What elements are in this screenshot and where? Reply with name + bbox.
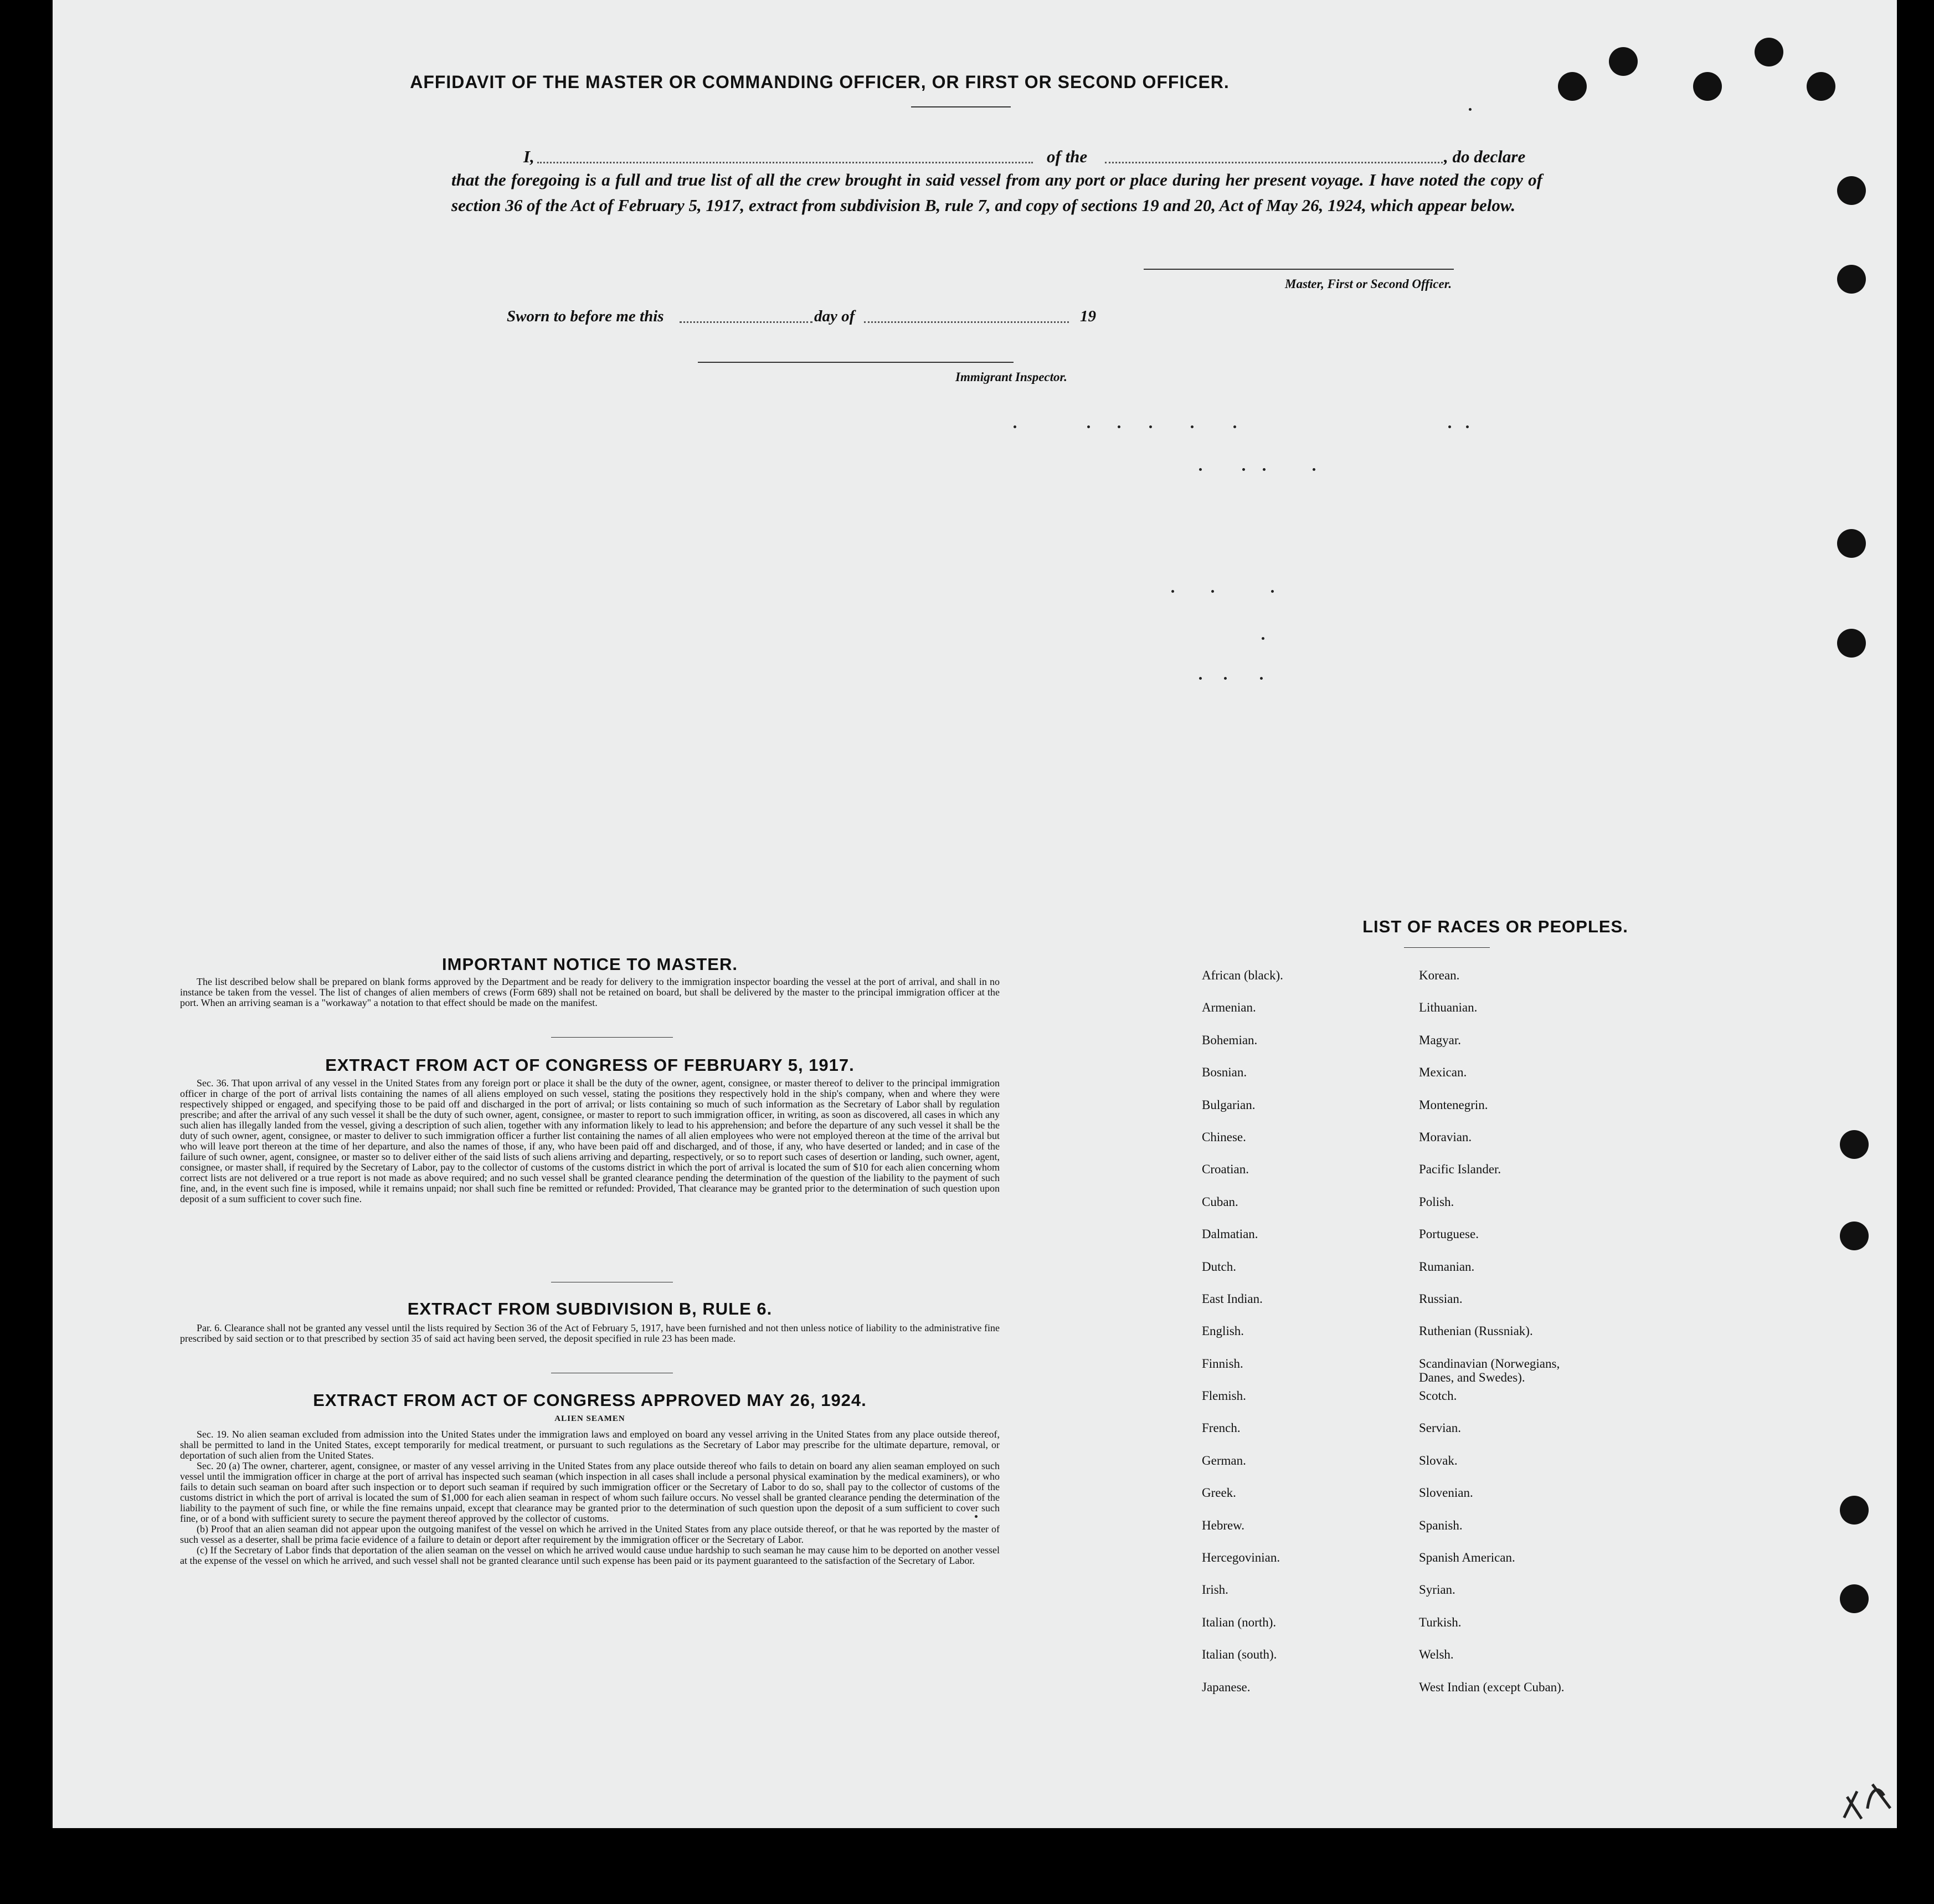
extract-1924-body <box>180 1429 1000 1566</box>
race-left: Irish. <box>1202 1583 1228 1597</box>
race-right: Turkish. <box>1419 1615 1462 1629</box>
race-right: Polish. <box>1419 1194 1454 1209</box>
extract-1924-paragraph: (b) Proof that an alien seaman did not appear upon the outgoing manifest of the vessel on which he arrived in the United States from any place outside thereof, or that he was reported by the master of such vessel as a deserter, shall be prima facie evidence of a failure to detain or deport after requirement by the immigration officer or the Secretary of Labor. <box>180 1523 1000 1545</box>
race-right: Servian. <box>1419 1421 1462 1435</box>
race-left: East Indian. <box>1202 1291 1263 1306</box>
race-right: Slovak. <box>1419 1453 1458 1467</box>
sworn-start: Sworn to before me this <box>507 307 664 325</box>
notice-paragraph: The list described below shall be prepared on blank forms approved by the Department and be ready for delivery to the immigration inspector boarding the vessel at the port of arrival, and shall in no instance be taken from the vessel. The list of changes of alien members of crews (Form 689) shall not be retained on board, but shall be delivered by the master to the principal immigration officer at the port. When an arriving seaman is a "workaway" a notation to that effect should be made on the manifest. <box>180 976 1000 1008</box>
race-left: Italian (north). <box>1202 1615 1277 1629</box>
race-left: Croatian. <box>1202 1162 1249 1177</box>
punch-hole <box>1837 265 1866 294</box>
handwritten-mark <box>1830 1771 1897 1828</box>
race-row <box>1202 1000 1756 1033</box>
punch-hole <box>1837 529 1866 558</box>
affidavit-line1-mid: of the <box>1047 147 1088 166</box>
races-list <box>1202 968 1756 1712</box>
race-right: Scandinavian (Norwegians, Danes, and Swedes). <box>1419 1356 1560 1384</box>
race-row <box>1202 1324 1756 1356</box>
race-row <box>1202 1551 1756 1583</box>
punch-hole <box>1837 629 1866 658</box>
race-left: German. <box>1202 1453 1246 1467</box>
speck <box>1199 468 1202 471</box>
day-blank <box>680 321 812 323</box>
speck <box>1271 590 1274 593</box>
race-left: English. <box>1202 1324 1244 1338</box>
race-left: Armenian. <box>1202 1000 1256 1015</box>
race-left: Hercegovinian. <box>1202 1551 1280 1565</box>
race-row <box>1202 968 1756 1000</box>
race-right: Scotch. <box>1419 1389 1457 1403</box>
speck <box>1466 425 1469 428</box>
race-right: Slovenian. <box>1419 1486 1473 1500</box>
race-left: Cuban. <box>1202 1194 1238 1209</box>
speck <box>1224 677 1227 680</box>
punch-hole <box>1840 1584 1869 1613</box>
speck <box>1242 468 1245 471</box>
extract-1924-paragraph: Sec. 20 (a) The owner, charterer, agent, consignee, or master of any vessel arriving in the United States from any place outside thereof who fails to detain on board any alien seaman employed on such vessel until the immigration officer in charge at the port of arrival has inspected such seaman (which inspection in all cases shall include a personal physical examination by the medical examiners), or who fails to detain such seaman on board after such inspection or to deport such seaman if required by such immigration officer or the Secretary of Labor to do so, shall pay to the collector of customs of the customs district in which the port of arrival is located the sum of $1,000 for each alien seaman in respect of whom such failure occurs. No vessel shall be granted clearance pending the determination of the liability to the payment of such fine, or while the fine remains unpaid, except that clearance may be granted prior to the determination of such question upon the deposit of a sum sufficient to cover such fine, or of a bond with sufficient surety to secure the payment thereof approved by the collector of customs. <box>180 1460 1000 1524</box>
extract-1924-title: EXTRACT FROM ACT OF CONGRESS APPROVED MAY 26, 1924. <box>313 1390 867 1410</box>
punch-hole <box>1693 72 1722 101</box>
race-right: Korean. <box>1419 968 1460 982</box>
race-left: Chinese. <box>1202 1130 1246 1144</box>
speck <box>1263 468 1266 471</box>
race-right: Welsh. <box>1419 1648 1454 1662</box>
title-divider <box>911 106 1011 107</box>
speck <box>1014 425 1016 428</box>
affidavit-line1-end: , do declare <box>1444 147 1526 166</box>
race-right: Syrian. <box>1419 1583 1455 1597</box>
month-blank <box>864 321 1069 323</box>
race-right: Russian. <box>1419 1291 1463 1306</box>
punch-hole <box>1755 38 1783 66</box>
speck <box>1313 468 1315 471</box>
race-row <box>1202 1486 1756 1518</box>
race-row <box>1202 1518 1756 1551</box>
affidavit-title: AFFIDAVIT OF THE MASTER OR COMMANDING OFFICER, OR FIRST OR SECOND OFFICER. <box>410 72 1230 92</box>
speck <box>1211 590 1214 593</box>
extract-1917-paragraph: Sec. 36. That upon arrival of any vessel in the United States from any foreign port or place it shall be the duty of the owner, agent, consignee, or master thereof to deliver to the principal immigration officer in charge of the port of arrival lists containing the names of all aliens employed on such vessel, stating the positions they respectively hold in the ship's company, when and where they were respectively shipped or engaged, and specifying those to be paid off and discharged in the port of arrival; or lists containing so much of such information as the Secretary of Labor shall by regulation prescribe; and after the arrival of any such vessel it shall be the duty of such owner, agent, consignee, or master to report to such immigration officer, in writing, as soon as discovered, all cases in which any such alien has illegally landed from the vessel, giving a description of such alien, together with any information likely to lead to his apprehension; and before the departure of any such vessel it shall be the duty of such owner, agent, consignee, or master to deliver to such immigration officer a further list containing the names of all alien employees who were not employed thereon at the time of the arrival but who will leave port thereon at the time of her departure, and also the names of those, if any, who have been paid off and discharged, and of those, if any, who have deserted or landed; and in case of the failure of such owner, agent, consignee, or master so to deliver either of the said lists of such aliens arriving and departing, respectively, or so to report such cases of desertion or landing, such owner, agent, consignee, or master shall, if required by the Secretary of Labor, pay to the collector of customs of the customs district in which the port of arrival is located the sum of $10 for each alien concerning whom correct lists are not delivered or a true report is not made as above required; and no such vessel shall be granted clearance pending the determination of the question of the liability to the payment of such fine, and, in the event such fine is imposed, while it remains unpaid; nor shall such fine be remitted or refunded: Provided, That clearance may be granted prior to the determination of such question upon deposit of a sum sufficient to cover such fine. <box>180 1077 1000 1204</box>
race-right: Magyar. <box>1419 1033 1462 1047</box>
master-signature-line <box>1144 269 1454 270</box>
race-row <box>1202 1583 1756 1615</box>
race-right: West Indian (except Cuban). <box>1419 1680 1565 1694</box>
race-right: Ruthenian (Russniak). <box>1419 1324 1533 1338</box>
race-row <box>1202 1033 1756 1065</box>
speck <box>1199 677 1202 680</box>
inspector-caption: Immigrant Inspector. <box>955 370 1067 384</box>
race-left: Dalmatian. <box>1202 1227 1258 1241</box>
race-row <box>1202 1292 1756 1324</box>
race-right: Moravian. <box>1419 1130 1472 1144</box>
speck <box>1448 425 1451 428</box>
sworn-mid: day of <box>814 307 855 325</box>
race-left: Flemish. <box>1202 1389 1246 1403</box>
punch-hole <box>1837 176 1866 205</box>
race-row <box>1202 1065 1756 1097</box>
race-right: Pacific Islander. <box>1419 1162 1501 1177</box>
race-row <box>1202 1227 1756 1259</box>
affidavit-line1-start: I, <box>523 147 534 166</box>
race-row <box>1202 1130 1756 1162</box>
extract-1917-body <box>180 1078 1000 1204</box>
race-row <box>1202 1195 1756 1227</box>
race-left: French. <box>1202 1421 1241 1435</box>
race-left: Greek. <box>1202 1486 1236 1500</box>
race-row <box>1202 1615 1756 1648</box>
punch-hole <box>1840 1130 1869 1159</box>
race-right: Rumanian. <box>1419 1259 1475 1274</box>
alien-seamen-subtitle: ALIEN SEAMEN <box>554 1414 625 1423</box>
speck <box>1149 425 1152 428</box>
race-left: Bulgarian. <box>1202 1097 1256 1112</box>
race-right: Spanish American. <box>1419 1551 1515 1565</box>
race-left: Bosnian. <box>1202 1065 1247 1080</box>
speck <box>1260 677 1263 680</box>
punch-hole <box>1840 1222 1869 1250</box>
race-left: Dutch. <box>1202 1259 1236 1274</box>
notice-title: IMPORTANT NOTICE TO MASTER. <box>442 954 738 974</box>
affidavit-body: that the foregoing is a full and true list of all the crew brought in said vessel from any port or place during her present voyage. I have noted the copy of section 36 of the Act of February 5, 1917, extract from subdivision B, rule 7, and copy of sections 19 and 20, Act of May 26, 1924, which appear below. <box>451 170 1542 215</box>
race-row <box>1202 1421 1756 1453</box>
punch-hole <box>1807 72 1835 101</box>
race-left: Italian (south). <box>1202 1648 1277 1662</box>
race-right: Montenegrin. <box>1419 1097 1488 1112</box>
race-row <box>1202 1648 1756 1680</box>
race-left: Finnish. <box>1202 1356 1243 1371</box>
race-right: Lithuanian. <box>1419 1000 1478 1015</box>
race-row <box>1202 1389 1756 1421</box>
speck <box>1233 425 1236 428</box>
speck <box>975 1515 978 1518</box>
race-right: Spanish. <box>1419 1518 1463 1532</box>
races-title-underline <box>1404 947 1490 948</box>
rule6-title: EXTRACT FROM SUBDIVISION B, RULE 6. <box>407 1299 773 1318</box>
race-right: Mexican. <box>1419 1065 1467 1080</box>
rule6-paragraph: Par. 6. Clearance shall not be granted any vessel until the lists required by Section 36 of the Act of February 5, 1917, have been furnished and not then unless notice of liability to the administrative fine prescribed by said section or to that prescribed by section 35 of said act having been served, the deposit specified in rule 23 has been made. <box>180 1322 1000 1344</box>
document-page <box>53 0 1897 1828</box>
sworn-year: 19 <box>1080 307 1096 325</box>
punch-hole <box>1609 47 1638 76</box>
race-row <box>1202 1098 1756 1130</box>
notice-body <box>180 977 1000 1008</box>
punch-hole <box>1558 72 1587 101</box>
speck <box>1171 590 1174 593</box>
speck <box>1262 637 1264 640</box>
section-divider <box>551 1037 673 1038</box>
race-left: Hebrew. <box>1202 1518 1245 1532</box>
name-blank <box>537 162 1033 163</box>
race-row <box>1202 1260 1756 1292</box>
extract-1924-paragraph: Sec. 19. No alien seaman excluded from admission into the United States under the immigration laws and employed on board any vessel arriving in the United States from any place outside thereof, shall be permitted to land in the United States, except temporarily for medical treatment, or pursuant to such regulations as the Secretary of Labor may prescribe for the ultimate departure, removal, or deportation of such alien from the United States. <box>180 1429 1000 1461</box>
vessel-blank <box>1105 162 1443 163</box>
race-row <box>1202 1162 1756 1194</box>
rule6-body <box>180 1323 1000 1344</box>
race-row <box>1202 1357 1756 1389</box>
inspector-signature-line <box>698 362 1014 363</box>
speck <box>1191 425 1194 428</box>
speck <box>1087 425 1090 428</box>
extract-1917-title: EXTRACT FROM ACT OF CONGRESS OF FEBRUARY 5, 1917. <box>325 1055 855 1075</box>
race-left: Bohemian. <box>1202 1033 1258 1047</box>
race-row <box>1202 1680 1756 1712</box>
speck <box>1118 425 1120 428</box>
punch-hole <box>1840 1496 1869 1525</box>
speck <box>1469 108 1472 111</box>
race-left: Japanese. <box>1202 1680 1251 1694</box>
races-title: LIST OF RACES OR PEOPLES. <box>1362 917 1628 936</box>
handwritten-scribble-icon <box>1830 1771 1897 1828</box>
race-left: African (black). <box>1202 968 1283 982</box>
race-row <box>1202 1454 1756 1486</box>
extract-1924-paragraph: (c) If the Secretary of Labor finds that deportation of the alien seaman on the vessel on which he arrived would cause undue hardship to such seaman he may cause him to be deported on another vessel at the expense of the vessel on which he arrived, and such vessel shall not be granted clearance until such expense has been paid or its payment guaranteed to the satisfaction of the Secretary of Labor. <box>180 1544 1000 1566</box>
race-right: Portuguese. <box>1419 1227 1479 1241</box>
master-caption: Master, First or Second Officer. <box>1285 277 1452 291</box>
